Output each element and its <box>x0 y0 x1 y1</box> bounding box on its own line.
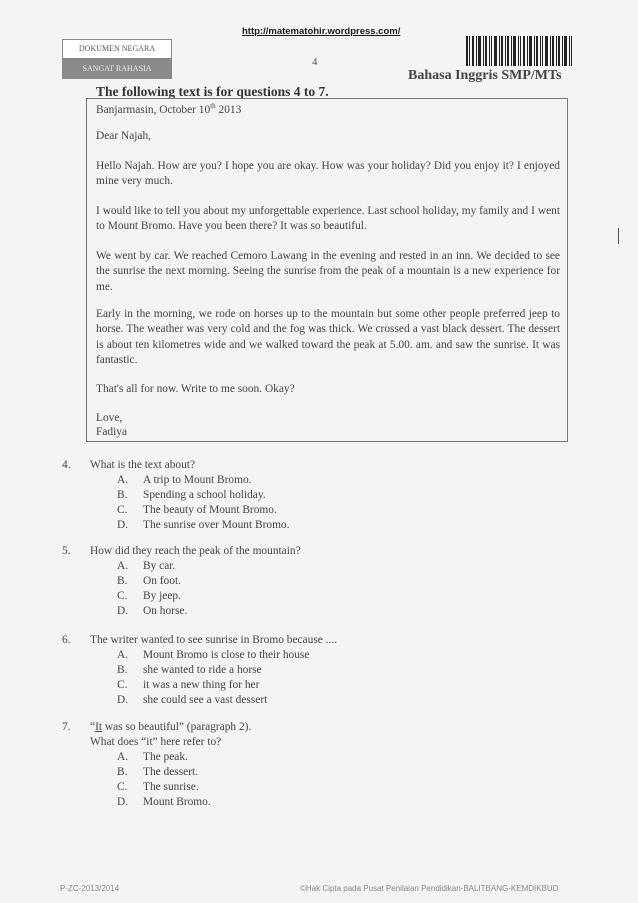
letter-date: Banjarmasin, October 10th 2013 <box>96 102 242 116</box>
option-b[interactable]: B. she wanted to ride a horse <box>117 664 262 676</box>
question-stem: “It was so beautiful” (paragraph 2). <box>90 721 252 733</box>
letter-signature: Fadiya <box>96 426 128 438</box>
scan-margin-mark <box>618 228 619 244</box>
letter-paragraph-3: We went by car. We reached Cemoro Lawang in the evening and rested in an inn. We decided to see the sunrise the next morning. Seeing the sunrise from the peak of a mountain is a new experience for me. <box>96 250 560 293</box>
option-a[interactable]: A. The peak. <box>117 751 188 763</box>
stamp-bottom-label: SANGAT RAHASIA <box>63 59 171 78</box>
footer-code: P-ZC-2013/2014 <box>60 884 120 893</box>
option-b[interactable]: B. The dessert. <box>117 766 199 778</box>
question-stem: The writer wanted to see sunrise in Bromo because .... <box>90 634 338 646</box>
classification-stamp <box>62 39 172 79</box>
section-intro: The following text is for questions 4 to 7. <box>96 84 329 99</box>
source-url-link[interactable]: http://matematohir.wordpress.com/ <box>242 26 401 37</box>
option-a[interactable]: A. Mount Bromo is close to their house <box>117 649 310 661</box>
question-number: 4. <box>62 459 71 471</box>
option-b[interactable]: B. On foot. <box>117 575 181 587</box>
option-c[interactable]: C. The sunrise. <box>117 781 199 793</box>
question-stem: What is the text about? <box>90 459 196 471</box>
letter-paragraph-1: Hello Najah. How are you? I hope you are okay. How was your holiday? Did you enjoy it? I enjoyed mine very much. <box>96 160 560 188</box>
option-d[interactable]: D. she could see a vast dessert <box>117 694 268 706</box>
option-c[interactable]: C. The beauty of Mount Bromo. <box>117 504 277 516</box>
footer-copyright: ©Hak Cipta pada Pusat Penilaian Pendidikan-BALITBANG-KEMDIKBUD <box>300 884 559 893</box>
letter-paragraph-2: I would like to tell you about my unforgettable experience. Last school holiday, my family and I went to Mount Bromo. Have you been there? It was so beautiful. <box>96 205 560 233</box>
option-b[interactable]: B. Spending a school holiday. <box>117 489 266 501</box>
subject-title: Bahasa Inggris SMP/MTs <box>408 68 562 83</box>
barcode-image <box>466 36 572 66</box>
question-stem: How did they reach the peak of the mountain? <box>90 545 301 557</box>
option-c[interactable]: C. it was a new thing for her <box>117 679 260 691</box>
question-stem-2: What does “it” here refer to? <box>90 736 222 748</box>
option-c[interactable]: C. By jeep. <box>117 590 181 602</box>
stamp-top-label: DOKUMEN NEGARA <box>63 40 171 59</box>
letter-closing: That's all for now. Write to me soon. Okay? <box>96 383 295 395</box>
letter-paragraph-4: Early in the morning, we rode on horses up to the mountain but some other people preferred jeep to horse. The weather was very cold and the fog was thick. We crossed a vast black dessert. The dessert is about ten kilometres wide and we walked toward the peak at 5.00. am. and saw the sunrise. It was fantastic. <box>96 308 560 367</box>
letter-love: Love, <box>96 412 123 424</box>
letter-greeting: Dear Najah, <box>96 130 152 142</box>
question-number: 6. <box>62 634 71 646</box>
option-d[interactable]: D. On horse. <box>117 605 188 617</box>
option-d[interactable]: D. Mount Bromo. <box>117 796 211 808</box>
page-number: 4 <box>312 56 318 68</box>
question-number: 7. <box>62 721 71 733</box>
option-a[interactable]: A. By car. <box>117 560 176 572</box>
option-a[interactable]: A. A trip to Mount Bromo. <box>117 474 252 486</box>
question-number: 5. <box>62 545 71 557</box>
option-d[interactable]: D. The sunrise over Mount Bromo. <box>117 519 290 531</box>
